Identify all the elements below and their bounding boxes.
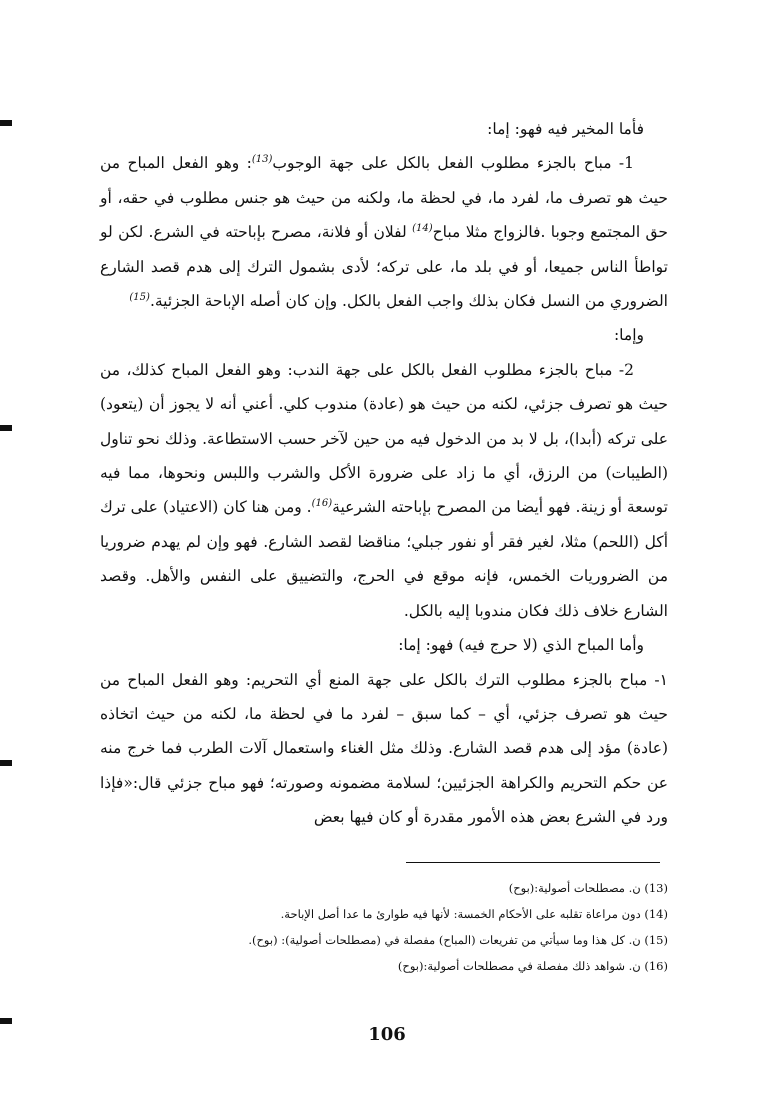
paragraph-no-harm: وأما المباح الذي (لا حرج فيه) فهو: إما: xyxy=(398,636,644,655)
text-run: . ومن هنا كان (الاعتياد) على ترك أكل (اللحم) مثلا، لغير فقر أو نفور جبلي؛ مناقضا لقصد الشارع. فهو وإن لم يهدم ضروريا من الضروريات الخمس، فإنه موقع في الحرج، والتضييق على النفس والأهل. وقصد الشارع خلاف ذلك فكان مندوبا إليه بالكل. xyxy=(100,498,668,620)
footnote: (13) ن. مصطلحات أصولية:(بوح) xyxy=(508,881,668,895)
footnote-ref: (13) xyxy=(251,154,273,166)
footnote: (15) ن. كل هذا وما سيأتي من تفريعات (المباح) مفصلة في (مصطلحات أصولية): (بوح). xyxy=(248,933,668,947)
text-run: 1- مباح بالجزء مطلوب الفعل بالكل على جهة الوجوب xyxy=(272,154,634,173)
paragraph-item-1 xyxy=(100,146,668,318)
main-text xyxy=(100,112,668,835)
footnote-ref: (14) xyxy=(412,223,433,235)
paragraph-item-2 xyxy=(100,353,668,628)
margin-mark xyxy=(0,760,12,766)
footnote-ref: (16) xyxy=(311,498,333,510)
margin-mark xyxy=(0,120,12,126)
footnote-ref: (15) xyxy=(129,291,150,303)
paragraph-item-3: ١- مباح بالجزء مطلوب الترك بالكل على جهة المنع أي التحريم: وهو الفعل المباح من حيث هو تصرف جزئي، أي – كما سبق – لفرد ما في لحظة ما، لكنه من حيث اتخاذه (عادة) مؤد إلى هدم قصد الشارع. وذلك مثل الغناء واستعمال آلات الطرب فما خرج منه عن حكم التحريم والكراهة الجزئيين؛ لسلامة مضمونه وصورته؛ فهو مباح جزئي قال:«فإذا ورد في الشرع بعض هذه الأمور مقدرة أو كان فيها بعض xyxy=(100,670,668,827)
page-number: 106 xyxy=(368,1024,406,1045)
footnote-separator xyxy=(406,862,660,863)
text-run: 2- مباح بالجزء مطلوب الفعل بالكل على جهة الندب: وهو الفعل المباح كذلك، من حيث هو تصرف جزئي، لكنه من حيث هو (عادة) مندوب كلي. أعني أنه لا يجوز أن (يتعود) على تركه (أبدا)، بل لا بد من الدخول فيه من حين لآخر حسب الاستطاعة. وذلك نحو تناول (الطيبات) من الرزق، أي ما زاد على ضرورة الأكل والشرب واللبس ونحوها، مما فيه توسعة أو زينة. فهو أيضا من المصرح بإباحته الشرعية xyxy=(100,360,669,517)
margin-mark xyxy=(0,425,12,431)
footnote: (16) ن. شواهد ذلك مفصلة في مصطلحات أصولية:(بوح) xyxy=(397,959,668,973)
text-run: : وهو الفعل المباح من حيث هو تصرف ما، لفرد ما، في لحظة ما، ولكنه من حيث هو جنس مطلوب في حقه، أو حق المجتمع وجوبا .فالزواج مثلا مباح xyxy=(100,154,668,242)
text-run: لفلان أو فلانة، مصرح بإباحته في الشرع. لكن لو تواطأ الناس جميعا، أو في بلد ما، على تركه؛ لأدى بشمول الترك إلى هدم قصد الشارع الضروري من النسل فكان بذلك واجب الفعل بالكل. وإن كان أصله الإباحة الجزئية. xyxy=(100,223,668,311)
footnote: (14) دون مراعاة تقلبه على الأحكام الخمسة: لأنها فيه طوارئ ما عدا أصل الإباحة. xyxy=(280,907,668,921)
paragraph-or: وإما: xyxy=(613,326,644,345)
paragraph-intro: فأما المخير فيه فهو: إما: xyxy=(487,120,644,138)
footnotes xyxy=(200,875,668,979)
